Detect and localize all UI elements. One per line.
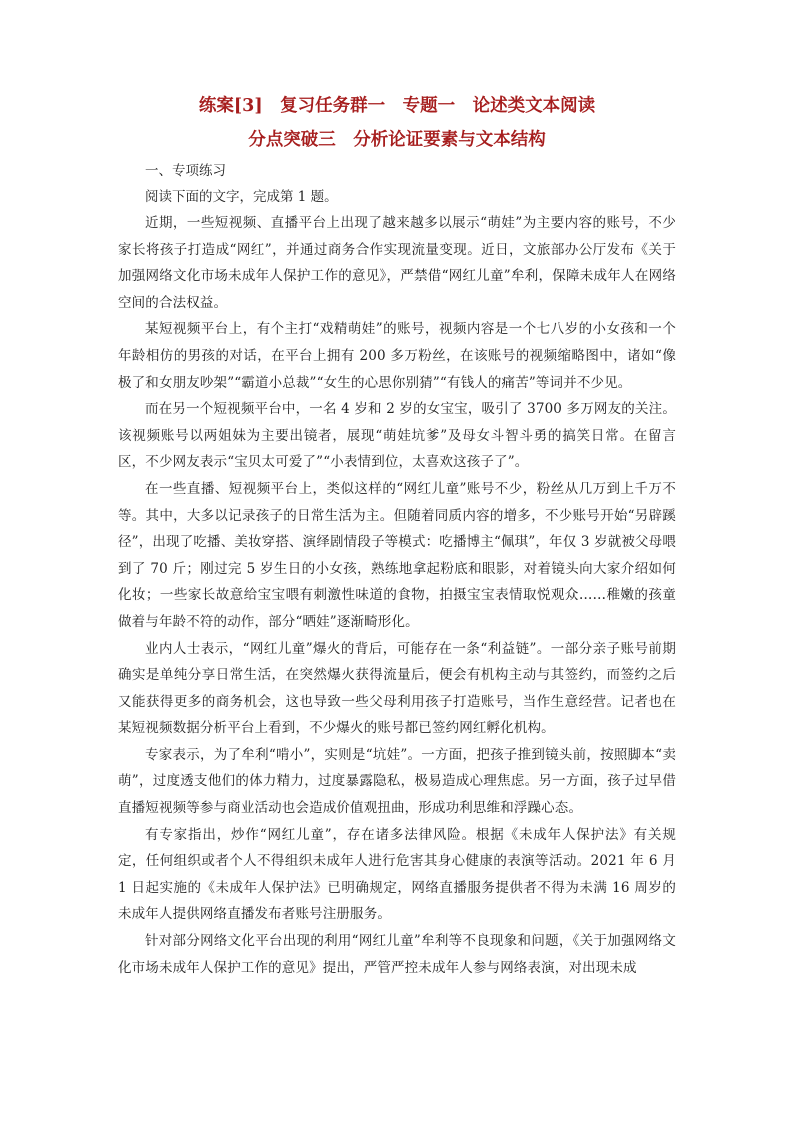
article-paragraph-7: 有专家指出，炒作“网红儿童”，存在诸多法律风险。根据《未成年人保护法》有关规定，任何组织或者个人不得组织未成年人进行危害其身心健康的表演等活动。2021 年 6 月 1 日起实施的《未成年人保护法》已明确规定，网络直播服务提供者不得为未满 16 周岁的未成年人提供网络直播发布者账号注册服务。 <box>118 826 676 923</box>
document-subtitle: 分点突破三 分析论证要素与文本结构 <box>248 130 546 150</box>
document-title: 练案[3] 复习任务群一 专题一 论述类文本阅读 <box>198 96 596 116</box>
article-paragraph-5: 业内人士表示，“网红儿童”爆火的背后，可能存在一条“利益链”。一部分亲子账号前期确实是单纯分享日常生活，在突然爆火获得流量后，便会有机构主动与其签约，而签约之后又能获得更多的商务机会，这也导致一些父母利用孩子打造账号，当作生意经营。记者也在某短视频数据分析平台上看到，不少爆火的账号都已签约网红孵化机构。 <box>118 640 676 737</box>
article-paragraph-2: 某短视频平台上，有个主打“戏精萌娃”的账号，视频内容是一个七八岁的小女孩和一个年龄相仿的男孩的对话，在平台上拥有 200 多万粉丝，在该账号的视频缩略图中，诸如“像极了和女朋友吵架”“霸道小总裁”“女生的心思你别猜”“有钱人的痛苦”等词并不少见。 <box>118 321 676 391</box>
article-paragraph-8: 针对部分网络文化平台出现的利用“网红儿童”牟利等不良现象和问题，《关于加强网络文化市场未成年人保护工作的意见》提出，严管严控未成年人参与网络表演，对出现未成 <box>118 933 676 976</box>
article-paragraph-6: 专家表示，为了牟利“啃小”，实则是“坑娃”。一方面，把孩子推到镜头前，按照脚本“卖萌”，过度透支他们的体力精力，过度暴露隐私，极易造成心理焦虑。另一方面，孩子过早借直播短视频等参与商业活动也会造成价值观扭曲，形成功利思维和浮躁心态。 <box>118 746 676 817</box>
article-paragraph-3: 而在另一个短视频平台中，一名 4 岁和 2 岁的女宝宝，吸引了 3700 多万网友的关注。该视频账号以两姐妹为主要出镜者，展现“萌娃坑爹”及母女斗智斗勇的搞笑日常。在留言区，不少网友表示“宝贝太可爱了”“小表情到位，太喜欢这孩子了”。 <box>118 401 676 471</box>
article-paragraph-1: 近期，一些短视频、直播平台上出现了越来越多以展示“萌娃”为主要内容的账号，不少家长将孩子打造成“网红”，并通过商务合作实现流量变现。近日，文旅部办公厅发布《关于加强网络文化市场未成年人保护工作的意见》，严禁借“网红儿童”牟利，保障未成年人在网络空间的合法权益。 <box>118 215 676 311</box>
document-page <box>118 94 676 981</box>
section-heading: 一、专项练习 <box>145 163 226 179</box>
question-instruction: 阅读下面的文字，完成第 1 题。 <box>145 189 338 205</box>
article-paragraph-4: 在一些直播、短视频平台上，类似这样的“网红儿童”账号不少，粉丝从几万到上千万不等。其中，大多以记录孩子的日常生活为主。但随着同质内容的增多，不少账号开始“另辟蹊径”，出现了吃播、美妆穿搭、演绎剧情段子等模式：吃播博主“佩琪”，年仅 3 岁就被父母喂到了 70 斤；刚过完 5 岁生日的小女孩，熟练地拿起粉底和眼影，对着镜头向大家介绍如何化妆；一些家长故意给宝宝喂有刺激性味道的食物，拍摄宝宝表情取悦观众……稚嫩的孩童做着与年龄不符的动作，部分“晒娃”逐渐畸形化。 <box>118 480 676 630</box>
